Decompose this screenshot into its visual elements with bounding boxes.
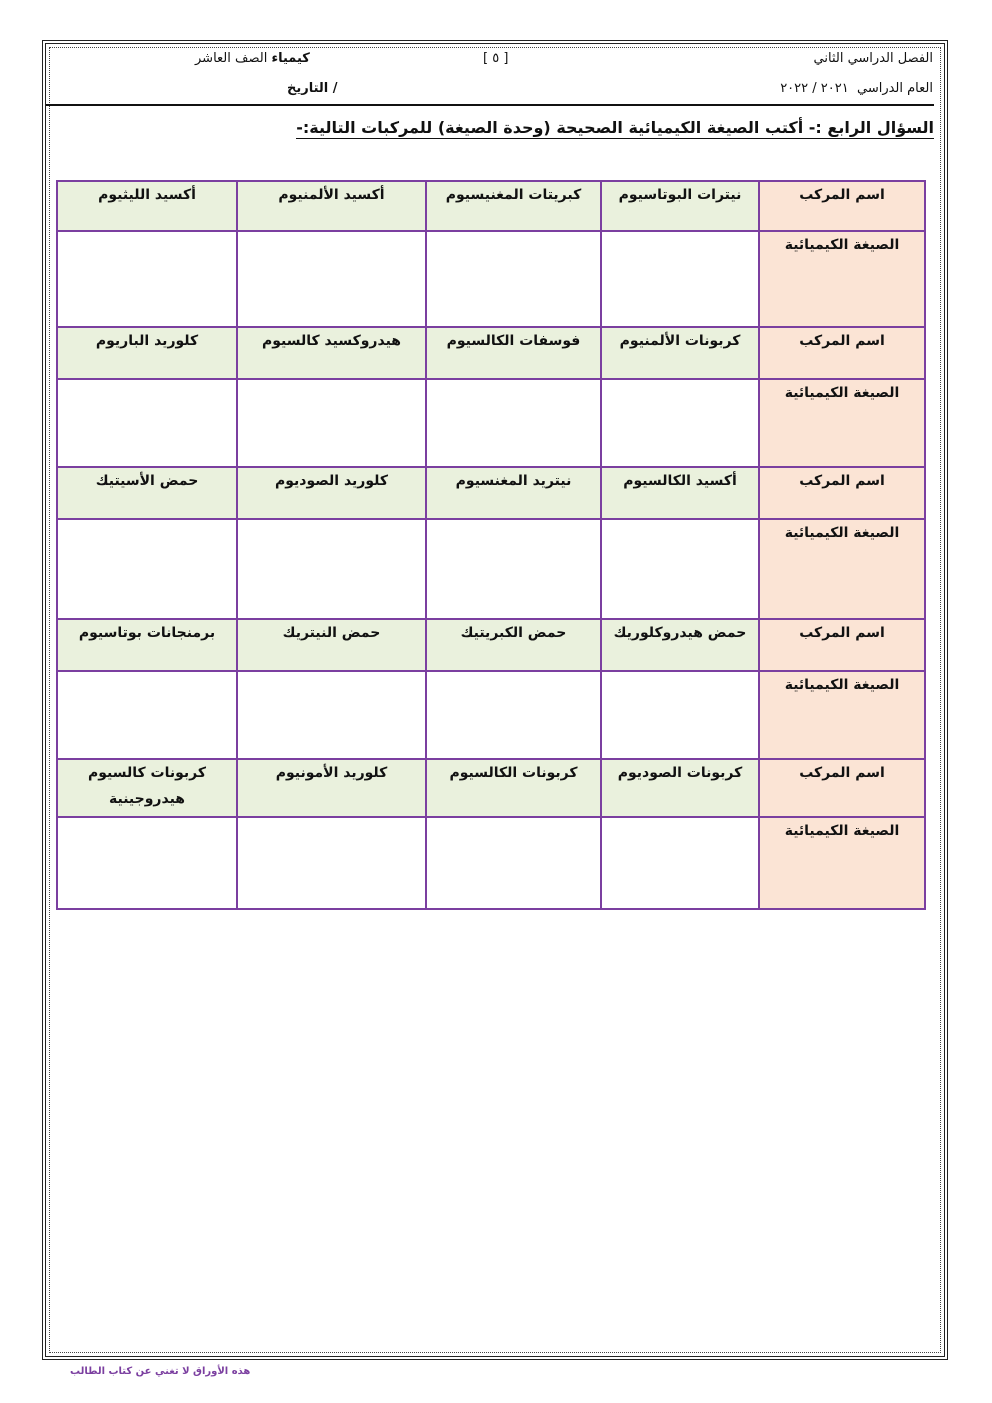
footer-note: هذه الأوراق لا تغني عن كتاب الطالب — [70, 1366, 251, 1377]
compound-name-cell: أكسيد الألمنيوم — [237, 181, 426, 231]
formula-row — [57, 671, 925, 759]
compounds-table — [56, 180, 926, 910]
formula-answer-cell[interactable] — [237, 519, 426, 619]
compound-name-cell: كلوريد الصوديوم — [237, 467, 426, 519]
formula-answer-cell[interactable] — [426, 519, 601, 619]
formula-answer-cell[interactable] — [426, 231, 601, 327]
compound-name-cell: كبريتات المغنيسيوم — [426, 181, 601, 231]
formula-answer-cell[interactable] — [57, 231, 237, 327]
compound-name-cell: حمض الكبريتيك — [426, 619, 601, 671]
compound-name-cell: حمض هيدروكلوريك — [601, 619, 759, 671]
compound-name-cell: كلوريد الأمونيوم — [237, 759, 426, 817]
year-line — [780, 78, 933, 100]
formula-row — [57, 231, 925, 327]
compound-name-label: اسم المركب — [759, 327, 925, 379]
formula-row — [57, 519, 925, 619]
grade-label: الصف العاشر — [195, 51, 268, 66]
formula-answer-cell[interactable] — [57, 379, 237, 467]
subject-name: كيمياء — [271, 51, 310, 66]
formula-answer-cell[interactable] — [601, 671, 759, 759]
formula-answer-cell[interactable] — [237, 231, 426, 327]
formula-row — [57, 379, 925, 467]
compound-name-label: اسم المركب — [759, 467, 925, 519]
formula-answer-cell[interactable] — [601, 379, 759, 467]
compound-name-cell: كربونات كالسيوم هيدروجينية — [57, 759, 237, 817]
header-row-1 — [47, 48, 933, 70]
formula-answer-cell[interactable] — [426, 817, 601, 909]
compound-name-row — [57, 759, 925, 817]
compound-name-label: اسم المركب — [759, 181, 925, 231]
formula-label: الصيغة الكيميائية — [759, 817, 925, 909]
formula-row — [57, 817, 925, 909]
formula-answer-cell[interactable] — [57, 817, 237, 909]
compound-name-cell: هيدروكسيد كالسيوم — [237, 327, 426, 379]
compound-name-cell: برمنجانات بوتاسيوم — [57, 619, 237, 671]
header-divider — [46, 104, 934, 106]
formula-answer-cell[interactable] — [426, 671, 601, 759]
question-text: أكتب الصيغة الكيميائية الصحيحة (وحدة الصيغة) للمركبات التالية:- — [296, 118, 804, 137]
formula-answer-cell[interactable] — [237, 671, 426, 759]
formula-answer-cell[interactable] — [601, 817, 759, 909]
compound-name-label: اسم المركب — [759, 759, 925, 817]
formula-label: الصيغة الكيميائية — [759, 231, 925, 327]
semester-label: الفصل الدراسي الثاني — [813, 51, 933, 66]
compound-name-cell: نيترات البوتاسيوم — [601, 181, 759, 231]
header-row-2 — [47, 78, 933, 100]
formula-label: الصيغة الكيميائية — [759, 671, 925, 759]
year-value: ٢٠٢١ / ٢٠٢٢ — [780, 81, 849, 96]
compound-name-cell: أكسيد الليثيوم — [57, 181, 237, 231]
compound-name-cell: فوسفات الكالسيوم — [426, 327, 601, 379]
compound-name-row — [57, 619, 925, 671]
formula-answer-cell[interactable] — [426, 379, 601, 467]
formula-answer-cell[interactable] — [237, 817, 426, 909]
compound-name-cell: حمض الأسيتيك — [57, 467, 237, 519]
formula-label: الصيغة الكيميائية — [759, 379, 925, 467]
formula-answer-cell[interactable] — [601, 231, 759, 327]
formula-label: الصيغة الكيميائية — [759, 519, 925, 619]
page-number: [ ٥ ] — [483, 51, 509, 66]
subject-line — [195, 48, 310, 70]
compound-name-cell: نيتريد المغنسيوم — [426, 467, 601, 519]
compound-name-cell: كربونات الصوديوم — [601, 759, 759, 817]
compound-name-row — [57, 467, 925, 519]
compound-name-cell: أكسيد الكالسيوم — [601, 467, 759, 519]
formula-answer-cell[interactable] — [601, 519, 759, 619]
compound-name-row — [57, 327, 925, 379]
compound-name-row — [57, 181, 925, 231]
question-title: السؤال الرابع :- — [808, 118, 934, 137]
compound-name-label: اسم المركب — [759, 619, 925, 671]
formula-answer-cell[interactable] — [57, 519, 237, 619]
formula-answer-cell[interactable] — [57, 671, 237, 759]
question-heading — [296, 118, 934, 139]
compound-name-cell: كلوريد الباريوم — [57, 327, 237, 379]
compound-name-cell: حمض النيتريك — [237, 619, 426, 671]
date-label: التاريخ / — [287, 81, 338, 96]
formula-answer-cell[interactable] — [237, 379, 426, 467]
compound-name-cell: كربونات الكالسيوم — [426, 759, 601, 817]
compound-name-cell: كربونات الألمنيوم — [601, 327, 759, 379]
year-label: العام الدراسي — [856, 81, 933, 96]
